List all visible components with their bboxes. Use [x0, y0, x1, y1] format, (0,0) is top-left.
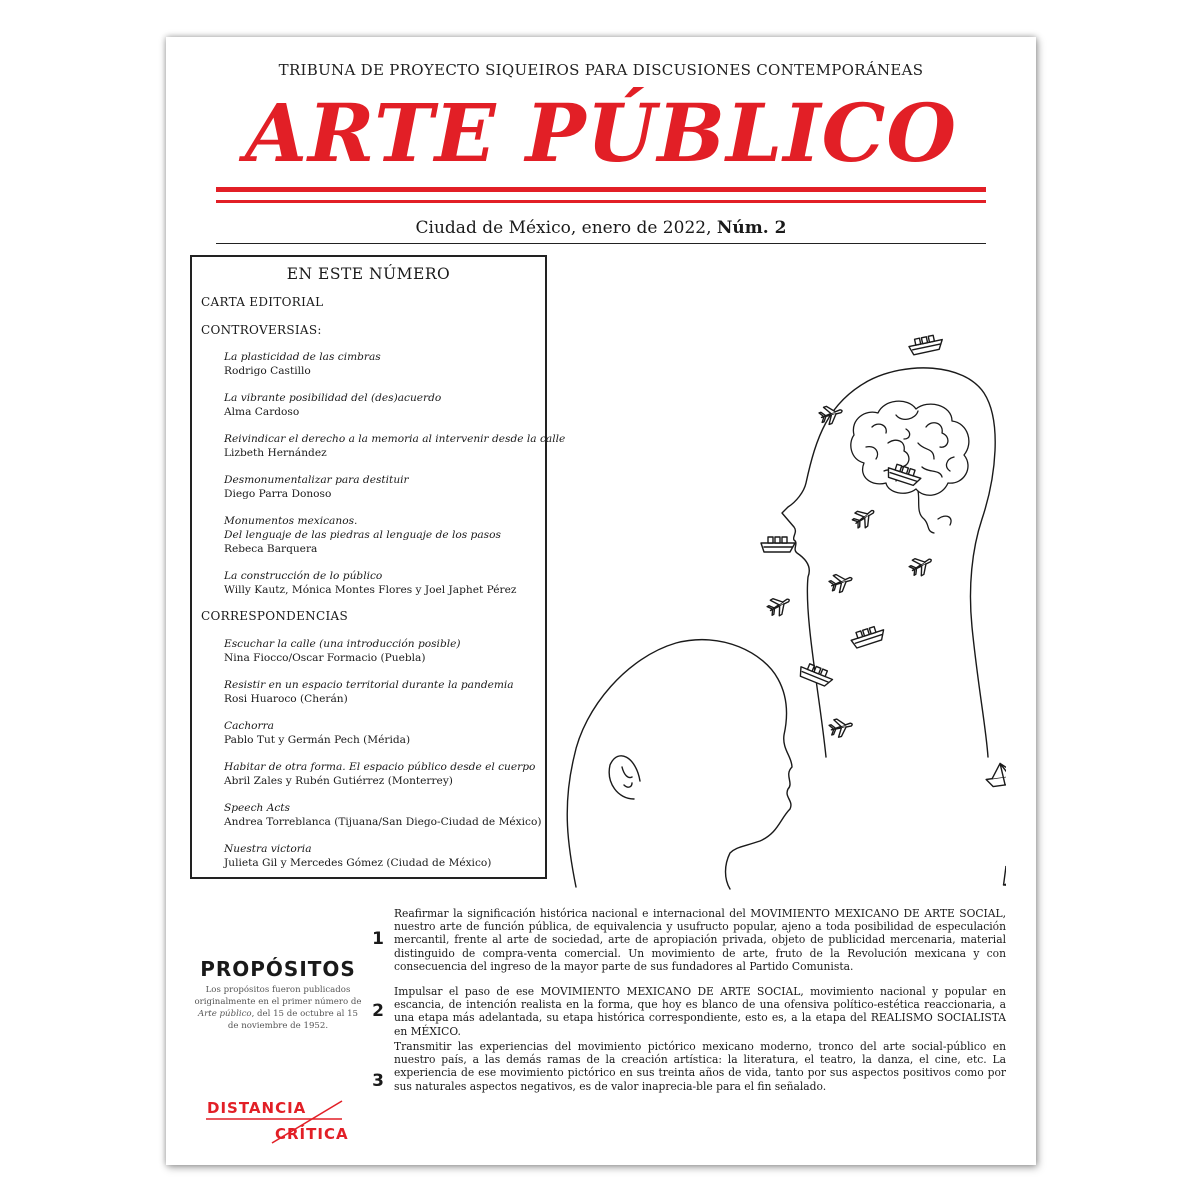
proposito-text: Transmitir las experiencias del movimiento pictórico mexicano moderno, tronco del arte social-público en nuestro país, a las demás ramas de la creación artística: la literatura, el teatro, la danza, el cine, etc. La experiencia de ese movimiento pictórico en sus treinta años de vida, tanto por sus aspectos positivos como por sus naturales aspectos negativos, es de valor inaprecia-ble para el fin señalado.	[394, 1040, 1006, 1093]
toc-heading: EN ESTE NÚMERO	[286, 265, 451, 283]
left-head	[567, 640, 792, 889]
logo-line-1: DISTANCIA	[207, 1099, 307, 1117]
paper-boat-icon	[984, 761, 1006, 788]
toc-entry-title: Monumentos mexicanos.	[224, 515, 358, 527]
proposito-number: 2	[372, 1001, 384, 1021]
masthead-title: ARTE PÚBLICO	[244, 86, 958, 180]
masthead-rule-thick	[216, 187, 986, 192]
ship-icon	[849, 624, 886, 649]
toc-entry	[224, 842, 491, 870]
toc-entry-title: Habitar de otra forma. El espacio público desde el cuerpo	[224, 761, 536, 773]
toc-entry-title: Desmonumentalizar para destituir	[224, 474, 409, 486]
toc-entry	[224, 760, 535, 788]
dateline-rule	[216, 243, 986, 244]
airplane-icon	[850, 504, 879, 532]
toc-entry-title: Speech Acts	[224, 802, 290, 814]
toc-entry-author: Rodrigo Castillo	[224, 365, 311, 377]
masthead-rule-thin	[216, 200, 986, 203]
toc-entry-author: Rosi Huaroco (Cherán)	[224, 693, 348, 705]
toc-entry-author: Pablo Tut y Germán Pech (Mérida)	[224, 734, 411, 746]
ship-icon	[761, 537, 795, 552]
logo-slash-icon	[202, 1095, 352, 1175]
table-of-contents	[190, 255, 566, 879]
airplane-icon	[828, 716, 854, 739]
toc-entry-author: Lizbeth Hernández	[224, 447, 327, 459]
toc-entry-author: Rebeca Barquera	[224, 543, 318, 555]
propositos-note-publication: Arte público	[197, 1009, 252, 1019]
tribuna-subtitle: TRIBUNA DE PROYECTO SIQUEIROS PARA DISCUSIONES CONTEMPORÁNEAS	[278, 61, 924, 79]
proposito-text: Impulsar el paso de ese MOVIMIENTO MEXICANO DE ARTE SOCIAL, movimiento nacional y popular en escancia, de intención realista en la forma, que hoy es blanco de una ofensiva político-estética reaccionaria, a una etapa más adelantada, su etapa histórica correspondiente, esto es, a la etapa del REALISMO SOCIALISTA en MÉXICO.	[394, 985, 1006, 1038]
propositos-title: PROPÓSITOS	[200, 957, 356, 981]
proposito-text: Reafirmar la significación histórica nacional e internacional del MOVIMIENTO MEXICANO DE ARTE SOCIAL, nuestro arte de función pública, de equivalencia y usufructo popular, ajeno a toda posibilidad de especulación mercantil, frente al arte de sociedad, arte de apropiación privada, objeto de publicidad mercenaria, material distinguido de compra-venta comercial. Un movimiento de arte, fruto de la Revolución mexicana y con consecuencia del ingreso de la mayor parte de sus fundadores al Partido Comunista.	[394, 907, 1006, 973]
toc-entry-author: Nina Fiocco/Oscar Formacio (Puebla)	[224, 652, 426, 664]
toc-entry-title: La plasticidad de las cimbras	[224, 351, 381, 363]
toc-entry-author: Alma Cardoso	[224, 406, 300, 418]
toc-entry-title-line2: Del lenguaje de las piedras al lenguaje de los pasos	[224, 529, 501, 541]
toc-entry	[224, 391, 441, 419]
heads-illustration	[566, 287, 1006, 897]
propositos-note-text: Los propósitos fueron publicados originalmente en el primer número de	[194, 985, 362, 1007]
toc-entry-title: Reivindicar el derecho a la memoria al intervenir desde la calle	[224, 433, 566, 445]
toc-entry	[224, 801, 542, 829]
toc-entry	[224, 569, 516, 597]
logo-line-2: CRÍTICA	[275, 1125, 349, 1143]
toc-entry-author: Julieta Gil y Mercedes Gómez (Ciudad de México)	[224, 857, 492, 869]
toc-entry	[224, 350, 381, 378]
paper-plane-icon	[1000, 867, 1006, 897]
toc-section-correspondencias: CORRESPONDENCIAS	[201, 609, 348, 623]
airplane-icon	[828, 570, 855, 595]
proposito-number: 3	[372, 1071, 384, 1091]
toc-entry	[224, 473, 409, 501]
distancia-critica-logo	[202, 1095, 352, 1175]
toc-entry	[224, 678, 514, 706]
toc-entry-title: Cachorra	[224, 720, 274, 732]
toc-entry-title: Resistir en un espacio territorial durante la pandemia	[224, 679, 514, 691]
propositos-note-dates: , del 15 de octubre al 15 de noviembre de 1952.	[227, 1009, 359, 1031]
toc-entry-author: Diego Parra Donoso	[224, 488, 332, 500]
toc-entry-title: La construcción de lo público	[224, 570, 383, 582]
propositos-note	[194, 984, 362, 1032]
dateline-text: Ciudad de México, enero de 2022,	[415, 218, 717, 238]
toc-entry	[224, 432, 565, 460]
toc-entry-title: La vibrante posibilidad del (des)acuerdo	[224, 392, 442, 404]
airplane-icon	[765, 592, 793, 619]
toc-entry-author: Willy Kautz, Mónica Montes Flores y Joel Japhet Pérez	[224, 584, 517, 596]
airplane-icon	[818, 402, 845, 426]
toc-entry	[224, 719, 410, 747]
dateline	[166, 218, 1036, 238]
airplane-icon	[907, 552, 935, 579]
toc-section-controversias: CONTROVERSIAS:	[201, 323, 322, 337]
toc-entry-author: Andrea Torreblanca (Tijuana/San Diego-Ciudad de México)	[224, 816, 542, 828]
toc-entry	[224, 514, 501, 556]
toc-entry-title: Nuestra victoria	[224, 843, 312, 855]
ship-icon	[908, 334, 944, 356]
newspaper-page	[166, 37, 1036, 1165]
toc-section-carta: CARTA EDITORIAL	[201, 295, 324, 309]
toc-entry-author: Abril Zales y Rubén Gutiérrez (Monterrey)	[224, 775, 453, 787]
proposito-number: 1	[372, 929, 384, 949]
toc-entry	[224, 637, 461, 665]
issue-number: Núm. 2	[716, 218, 787, 238]
toc-entry-title: Escuchar la calle (una introducción posible)	[224, 638, 461, 650]
